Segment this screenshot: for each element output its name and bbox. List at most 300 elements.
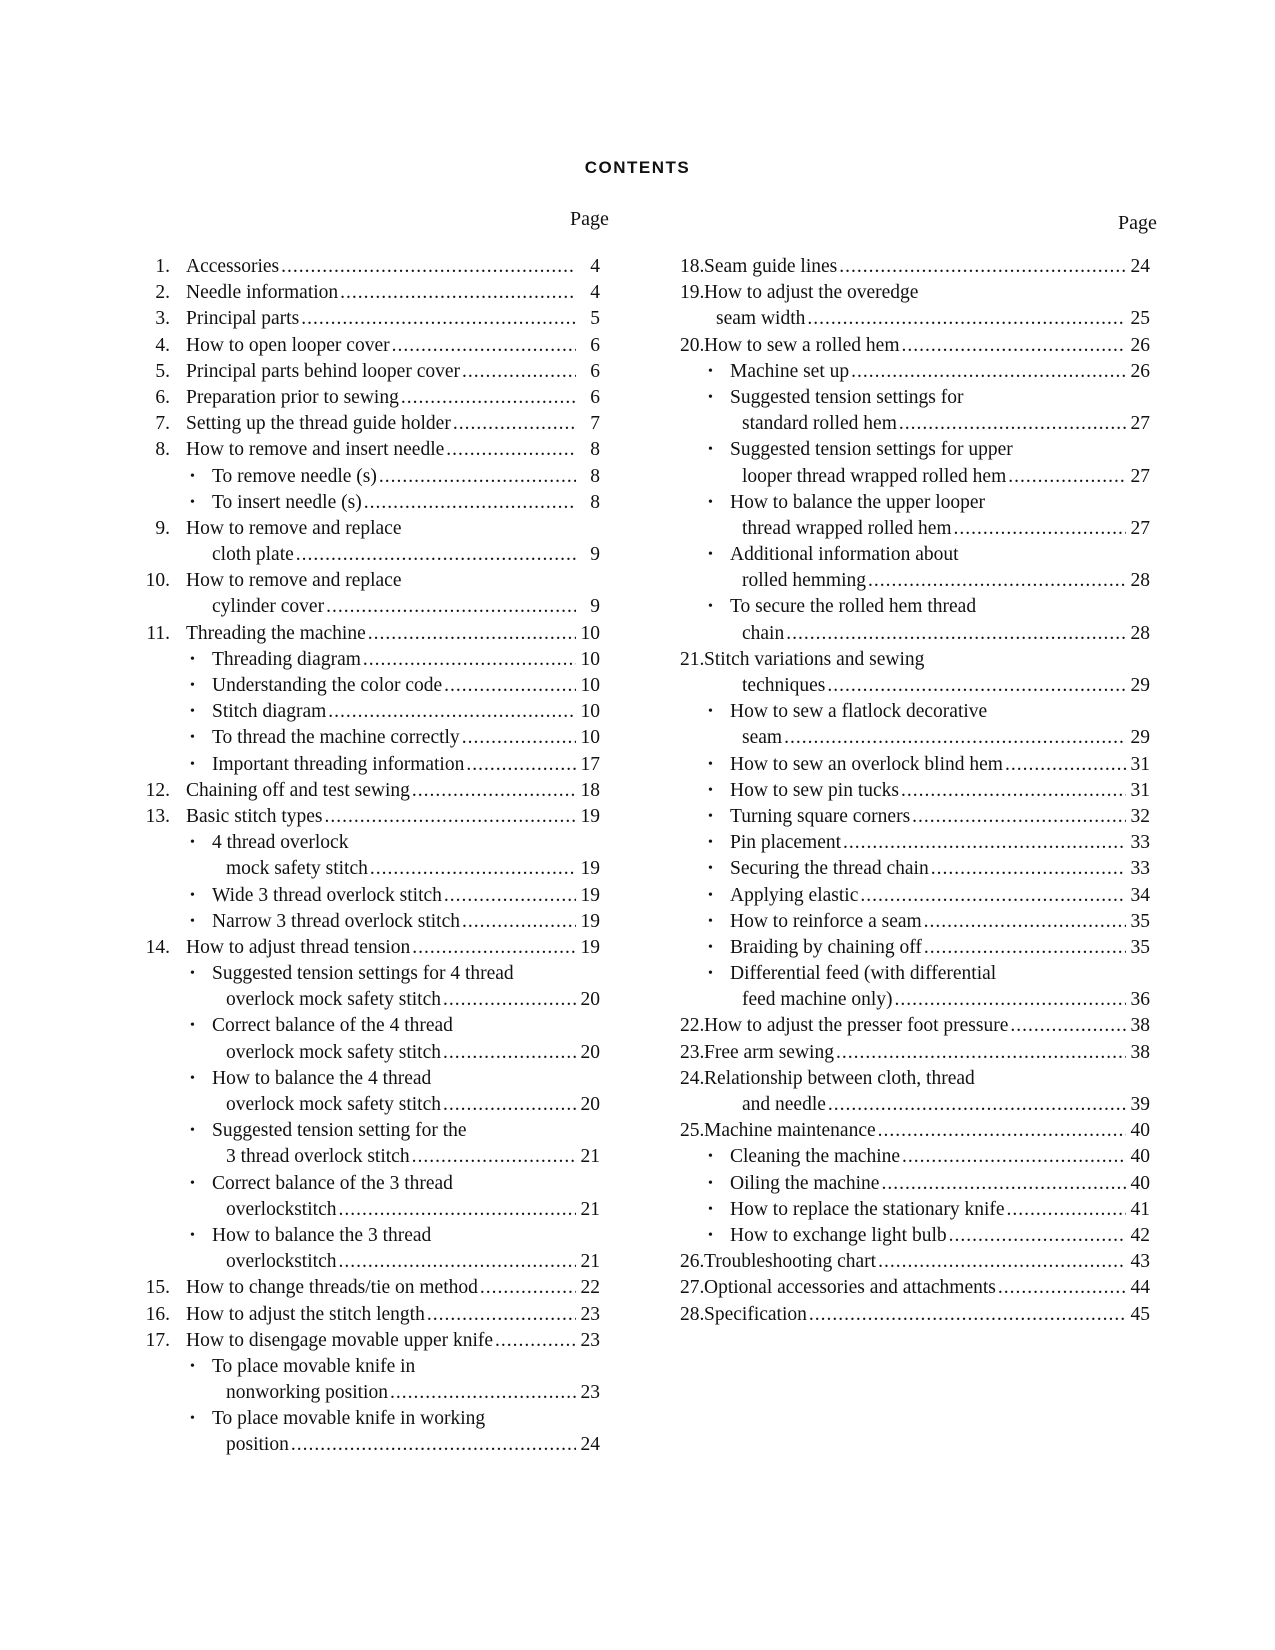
toc-entry xyxy=(140,961,600,987)
dot-leader xyxy=(281,254,576,280)
toc-entry xyxy=(140,647,600,673)
toc-entry xyxy=(680,542,1150,568)
dot-leader xyxy=(326,594,576,620)
bullet-icon: • xyxy=(708,442,713,458)
entry-page-number: 31 xyxy=(1130,779,1150,801)
bullet-icon: • xyxy=(190,1018,195,1034)
entry-title: To secure the rolled hem thread xyxy=(730,596,977,618)
entry-number: 17. xyxy=(145,1329,170,1351)
entry-title: chain xyxy=(742,622,785,644)
toc-entry xyxy=(140,464,600,490)
entry-number: 8. xyxy=(155,439,170,461)
entry-page-number: 18 xyxy=(580,779,600,801)
entry-page-number: 23 xyxy=(580,1329,600,1351)
entry-page-number: 26 xyxy=(1130,334,1150,356)
entry-page-number: 17 xyxy=(580,753,600,775)
bullet-icon: • xyxy=(190,1070,195,1086)
entry-number: 21. xyxy=(680,648,705,670)
bullet-icon: • xyxy=(190,704,195,720)
entry-page-number: 10 xyxy=(580,675,600,696)
entry-title: rolled hemming xyxy=(742,570,867,592)
toc-entry xyxy=(140,883,600,909)
entry-title: Braiding by chaining off xyxy=(730,936,922,958)
toc-entry xyxy=(680,464,1150,490)
toc-entry xyxy=(140,778,600,804)
entry-title: Threading the machine xyxy=(186,622,366,644)
toc-entry xyxy=(680,1302,1150,1328)
dot-leader xyxy=(786,621,1126,647)
entry-title: overlock mock safety stitch xyxy=(226,1041,441,1063)
entry-number: 25. xyxy=(680,1120,705,1142)
dot-leader xyxy=(902,333,1127,359)
entry-title: Chaining off and test sewing xyxy=(186,779,410,801)
entry-title: How to adjust the stitch length xyxy=(186,1303,425,1325)
bullet-icon: • xyxy=(190,887,195,903)
dot-leader xyxy=(860,883,1126,909)
entry-page-number: 5 xyxy=(590,308,600,330)
entry-page-number: 29 xyxy=(1130,675,1150,696)
dot-leader xyxy=(466,752,576,778)
entry-number: 20. xyxy=(680,334,705,356)
entry-title: Machine maintenance xyxy=(704,1120,876,1142)
entry-number: 26. xyxy=(680,1251,705,1273)
dot-leader xyxy=(901,778,1126,804)
entry-page-number: 4 xyxy=(590,282,600,304)
entry-page-number: 44 xyxy=(1130,1277,1150,1299)
bullet-icon: • xyxy=(708,861,713,877)
entry-title: Relationship between cloth, thread xyxy=(704,1067,975,1089)
entry-page-number: 6 xyxy=(590,386,600,408)
toc-entry xyxy=(140,1197,600,1223)
entry-number: 1. xyxy=(155,256,170,277)
entry-page-number: 10 xyxy=(580,701,600,723)
toc-entry xyxy=(140,1432,600,1458)
entry-number: 4. xyxy=(155,334,170,356)
toc-entry xyxy=(680,280,1150,306)
entry-title: Correct balance of the 3 thread xyxy=(212,1172,453,1194)
toc-entry xyxy=(680,909,1150,935)
entry-number: 9. xyxy=(155,517,170,539)
entry-title: and needle xyxy=(742,1094,826,1115)
entry-number: 6. xyxy=(155,386,170,408)
entry-page-number: 42 xyxy=(1130,1224,1150,1246)
bullet-icon: • xyxy=(190,651,195,667)
toc-entry xyxy=(680,699,1150,725)
entry-page-number: 19 xyxy=(580,910,600,932)
toc-entry xyxy=(680,752,1150,778)
entry-title: Accessories xyxy=(186,256,280,277)
entry-page-number: 40 xyxy=(1130,1120,1150,1142)
entry-title: How to replace the stationary knife xyxy=(730,1198,1005,1220)
entry-number: 22. xyxy=(680,1015,705,1037)
bullet-icon: • xyxy=(708,782,713,798)
dot-leader xyxy=(784,725,1126,751)
toc-entry xyxy=(140,280,600,306)
toc-entry xyxy=(680,254,1150,280)
entry-page-number: 39 xyxy=(1130,1094,1150,1115)
entry-page-number: 6 xyxy=(590,334,600,356)
bullet-icon: • xyxy=(708,1227,713,1243)
toc-entry xyxy=(140,254,600,280)
bullet-icon: • xyxy=(708,389,713,405)
entry-page-number: 10 xyxy=(580,648,600,670)
page-column-header: Page xyxy=(570,208,609,230)
toc-entry xyxy=(680,1144,1150,1170)
bullet-icon: • xyxy=(708,1175,713,1191)
dot-leader xyxy=(453,411,576,437)
entry-title: To place movable knife in working xyxy=(212,1408,486,1430)
dot-leader xyxy=(462,909,576,935)
toc-entry xyxy=(140,1275,600,1301)
dot-leader xyxy=(1007,1197,1126,1223)
entry-title: Seam guide lines xyxy=(704,256,838,277)
bullet-icon: • xyxy=(190,1411,195,1427)
entry-page-number: 38 xyxy=(1130,1041,1150,1063)
entry-title: standard rolled hem xyxy=(742,413,897,435)
dot-leader xyxy=(878,1118,1126,1144)
bullet-icon: • xyxy=(708,363,713,379)
entry-title: Suggested tension setting for the xyxy=(212,1120,467,1142)
toc-entry xyxy=(140,1406,600,1432)
toc-entry xyxy=(140,1171,600,1197)
entry-title: How to sew a rolled hem xyxy=(704,334,900,356)
toc-entry xyxy=(680,1118,1150,1144)
bullet-icon: • xyxy=(708,808,713,824)
entry-title: Understanding the color code xyxy=(212,675,443,696)
entry-number: 19. xyxy=(680,282,705,304)
dot-leader xyxy=(912,804,1126,830)
dot-leader xyxy=(444,673,576,699)
dot-leader xyxy=(836,1040,1126,1066)
entry-page-number: 23 xyxy=(580,1382,600,1404)
bullet-icon: • xyxy=(708,704,713,720)
entry-title: To remove needle (s) xyxy=(212,465,377,487)
toc-entry xyxy=(140,568,600,594)
entry-page-number: 33 xyxy=(1130,832,1150,854)
toc-entry xyxy=(680,1197,1150,1223)
entry-title: Applying elastic xyxy=(730,884,859,906)
entry-number: 11. xyxy=(146,622,170,644)
dot-leader xyxy=(324,804,576,830)
toc-entry xyxy=(140,1328,600,1354)
bullet-icon: • xyxy=(708,1149,713,1165)
bullet-icon: • xyxy=(190,756,195,772)
toc-entry xyxy=(680,647,1150,673)
entry-title: Pin placement xyxy=(730,832,842,854)
dot-leader xyxy=(340,280,576,306)
toc-entry xyxy=(140,542,600,568)
dot-leader xyxy=(480,1275,576,1301)
entry-title: 4 thread overlock xyxy=(212,832,349,854)
bullet-icon: • xyxy=(708,756,713,772)
entry-title: Setting up the thread guide holder xyxy=(186,413,451,435)
entry-page-number: 8 xyxy=(590,465,600,487)
entry-title: mock safety stitch xyxy=(226,858,368,880)
dot-leader xyxy=(495,1328,576,1354)
dot-leader xyxy=(895,987,1126,1013)
toc-entry xyxy=(680,673,1150,699)
toc-entry xyxy=(680,935,1150,961)
entry-page-number: 40 xyxy=(1130,1146,1150,1168)
entry-title: Principal parts xyxy=(186,308,300,330)
entry-title: How to sew pin tucks xyxy=(730,779,899,801)
toc-entry xyxy=(140,1013,600,1039)
toc-entry xyxy=(680,1223,1150,1249)
entry-page-number: 28 xyxy=(1130,622,1150,644)
dot-leader xyxy=(949,1223,1126,1249)
toc-entry xyxy=(680,411,1150,437)
bullet-icon: • xyxy=(190,835,195,851)
dot-leader xyxy=(827,673,1126,699)
dot-leader xyxy=(379,464,576,490)
entry-page-number: 10 xyxy=(580,727,600,749)
entry-page-number: 28 xyxy=(1130,570,1150,592)
toc-entry xyxy=(140,1249,600,1275)
entry-title: To insert needle (s) xyxy=(212,491,362,513)
dot-leader xyxy=(924,909,1126,935)
entry-title: seam width xyxy=(716,308,806,330)
dot-leader xyxy=(412,1144,576,1170)
entry-title: overlockstitch xyxy=(226,1198,337,1220)
toc-entry xyxy=(680,385,1150,411)
entry-title: How to sew a flatlock decorative xyxy=(730,701,988,723)
entry-number: 28. xyxy=(680,1303,705,1325)
dot-leader xyxy=(443,987,576,1013)
entry-number: 10. xyxy=(145,570,170,592)
bullet-icon: • xyxy=(708,835,713,851)
entry-page-number: 43 xyxy=(1130,1251,1150,1273)
entry-title: How to remove and insert needle xyxy=(186,439,445,461)
bullet-icon: • xyxy=(190,1227,195,1243)
bullet-icon: • xyxy=(708,887,713,903)
entry-title: Suggested tension settings for xyxy=(730,386,964,408)
entry-title: How to adjust thread tension xyxy=(186,936,411,958)
bullet-icon: • xyxy=(708,966,713,982)
entry-title: How to sew an overlock blind hem xyxy=(730,753,1003,775)
entry-page-number: 21 xyxy=(580,1251,600,1273)
entry-page-number: 9 xyxy=(590,596,600,618)
entry-number: 12. xyxy=(145,779,170,801)
entry-page-number: 20 xyxy=(580,1041,600,1063)
entry-title: Specification xyxy=(704,1303,807,1325)
entry-page-number: 24 xyxy=(1130,256,1150,277)
entry-title: Optional accessories and attachments xyxy=(704,1277,996,1299)
entry-title: Differential feed (with differential xyxy=(730,963,997,985)
toc-entry xyxy=(140,1066,600,1092)
dot-leader xyxy=(412,935,576,961)
entry-page-number: 8 xyxy=(590,439,600,461)
dot-leader xyxy=(1010,1013,1126,1039)
entry-number: 23. xyxy=(680,1041,705,1063)
dot-leader xyxy=(301,306,576,332)
entry-title: How to balance the 4 thread xyxy=(212,1067,432,1089)
entry-page-number: 29 xyxy=(1130,727,1150,749)
dot-leader xyxy=(392,333,576,359)
entry-title: 3 thread overlock stitch xyxy=(226,1146,410,1168)
toc-entry xyxy=(680,1066,1150,1092)
bullet-icon: • xyxy=(708,913,713,929)
dot-leader xyxy=(370,856,576,882)
toc-entry xyxy=(680,568,1150,594)
entry-number: 14. xyxy=(145,936,170,958)
entry-title: looper thread wrapped rolled hem xyxy=(742,465,1007,487)
toc-entry xyxy=(140,673,600,699)
dot-leader xyxy=(462,359,576,385)
toc-entry xyxy=(140,1302,600,1328)
toc-entry xyxy=(680,804,1150,830)
entry-title: Basic stitch types xyxy=(186,805,323,827)
toc-entry xyxy=(140,594,600,620)
entry-page-number: 40 xyxy=(1130,1172,1150,1194)
entry-page-number: 21 xyxy=(580,1198,600,1220)
dot-leader xyxy=(828,1092,1126,1118)
dot-leader xyxy=(328,699,576,725)
entry-page-number: 35 xyxy=(1130,936,1150,958)
entry-number: 18. xyxy=(680,256,705,277)
toc-entry xyxy=(140,1144,600,1170)
entry-page-number: 33 xyxy=(1130,858,1150,880)
page-column-header: Page xyxy=(1118,212,1157,234)
toc-entry xyxy=(680,778,1150,804)
toc-entry xyxy=(140,830,600,856)
toc-list-left xyxy=(140,254,600,1459)
entry-page-number: 24 xyxy=(580,1434,600,1456)
toc-entry xyxy=(140,437,600,463)
dot-leader xyxy=(338,1197,576,1223)
toc-entry xyxy=(680,437,1150,463)
dot-leader xyxy=(412,778,576,804)
entry-page-number: 22 xyxy=(580,1277,600,1299)
entry-title: How to adjust the overedge xyxy=(704,282,919,304)
entry-page-number: 45 xyxy=(1130,1303,1150,1325)
entry-title: Principal parts behind looper cover xyxy=(186,360,460,382)
dot-leader xyxy=(444,883,576,909)
entry-page-number: 20 xyxy=(580,989,600,1011)
entry-title: How to balance the 3 thread xyxy=(212,1224,432,1246)
toc-entry xyxy=(140,490,600,516)
dot-leader xyxy=(851,359,1126,385)
toc-entry xyxy=(680,594,1150,620)
dot-leader xyxy=(364,490,576,516)
entry-title: How to adjust the presser foot pressure xyxy=(704,1015,1009,1037)
toc-entry xyxy=(140,359,600,385)
entry-title: How to disengage movable upper knife xyxy=(186,1329,494,1351)
bullet-icon: • xyxy=(190,913,195,929)
entry-title: Threading diagram xyxy=(212,648,361,670)
toc-entry xyxy=(680,1040,1150,1066)
toc-entry xyxy=(140,909,600,935)
dot-leader xyxy=(296,542,576,568)
dot-leader xyxy=(902,1144,1126,1170)
entry-page-number: 27 xyxy=(1130,465,1150,487)
dot-leader xyxy=(443,1040,576,1066)
dot-leader xyxy=(998,1275,1126,1301)
entry-page-number: 19 xyxy=(580,858,600,880)
entry-page-number: 20 xyxy=(580,1094,600,1115)
toc-entry xyxy=(140,1223,600,1249)
entry-page-number: 31 xyxy=(1130,753,1150,775)
entry-page-number: 27 xyxy=(1130,517,1150,539)
toc-entry xyxy=(680,725,1150,751)
dot-leader xyxy=(427,1302,576,1328)
entry-title: Needle information xyxy=(186,282,339,304)
toc-entry xyxy=(680,987,1150,1013)
entry-page-number: 26 xyxy=(1130,360,1150,382)
entry-title: Machine set up xyxy=(730,360,850,382)
entry-title: feed machine only) xyxy=(742,989,893,1011)
dot-leader xyxy=(809,1302,1126,1328)
entry-number: 5. xyxy=(155,360,170,382)
toc-entry xyxy=(140,1354,600,1380)
toc-entry xyxy=(680,359,1150,385)
bullet-icon: • xyxy=(190,1123,195,1139)
entry-title: Cleaning the machine xyxy=(730,1146,901,1168)
entry-title: overlock mock safety stitch xyxy=(226,1094,441,1115)
dot-leader xyxy=(924,935,1126,961)
dot-leader xyxy=(878,1249,1126,1275)
entry-title: How to remove and replace xyxy=(186,570,402,592)
entry-title: nonworking position xyxy=(226,1382,388,1404)
entry-title: Wide 3 thread overlock stitch xyxy=(212,884,442,906)
entry-page-number: 32 xyxy=(1130,805,1150,827)
entry-page-number: 27 xyxy=(1130,413,1150,435)
toc-entry xyxy=(680,830,1150,856)
entry-title: Stitch variations and sewing xyxy=(704,648,925,670)
entry-title: cylinder cover xyxy=(212,596,325,618)
toc-entry xyxy=(680,1171,1150,1197)
dot-leader xyxy=(338,1249,576,1275)
toc-entry xyxy=(680,883,1150,909)
entry-title: overlockstitch xyxy=(226,1251,337,1273)
dot-leader xyxy=(462,725,576,751)
entry-title: techniques xyxy=(742,675,826,696)
entry-title: Stitch diagram xyxy=(212,701,327,723)
bullet-icon: • xyxy=(190,966,195,982)
entry-title: Turning square corners xyxy=(730,805,911,827)
entry-page-number: 19 xyxy=(580,805,600,827)
entry-title: Narrow 3 thread overlock stitch xyxy=(212,910,460,932)
entry-page-number: 9 xyxy=(590,544,600,566)
dot-leader xyxy=(401,385,576,411)
entry-page-number: 34 xyxy=(1130,884,1150,906)
dot-leader xyxy=(446,437,576,463)
toc-entry xyxy=(680,516,1150,542)
entry-title: How to remove and replace xyxy=(186,517,402,539)
bullet-icon: • xyxy=(708,599,713,615)
entry-page-number: 41 xyxy=(1130,1198,1150,1220)
entry-title: overlock mock safety stitch xyxy=(226,989,441,1011)
toc-entry xyxy=(680,1092,1150,1118)
toc-entry xyxy=(140,856,600,882)
bullet-icon: • xyxy=(190,1358,195,1374)
dot-leader xyxy=(931,856,1126,882)
contents-title: CONTENTS xyxy=(584,158,691,177)
toc-entry xyxy=(140,725,600,751)
entry-page-number: 7 xyxy=(590,413,600,435)
toc-entry xyxy=(140,333,600,359)
entry-title: thread wrapped rolled hem xyxy=(742,517,952,539)
toc-entry xyxy=(140,385,600,411)
dot-leader xyxy=(368,621,576,647)
toc-entry xyxy=(680,961,1150,987)
entry-title: Oiling the machine xyxy=(730,1172,880,1194)
bullet-icon: • xyxy=(190,678,195,693)
entry-title: Important threading information xyxy=(212,753,465,775)
bullet-icon: • xyxy=(190,494,195,510)
toc-entry xyxy=(680,1275,1150,1301)
toc-entry xyxy=(680,621,1150,647)
entry-title: How to balance the upper looper xyxy=(730,491,986,513)
